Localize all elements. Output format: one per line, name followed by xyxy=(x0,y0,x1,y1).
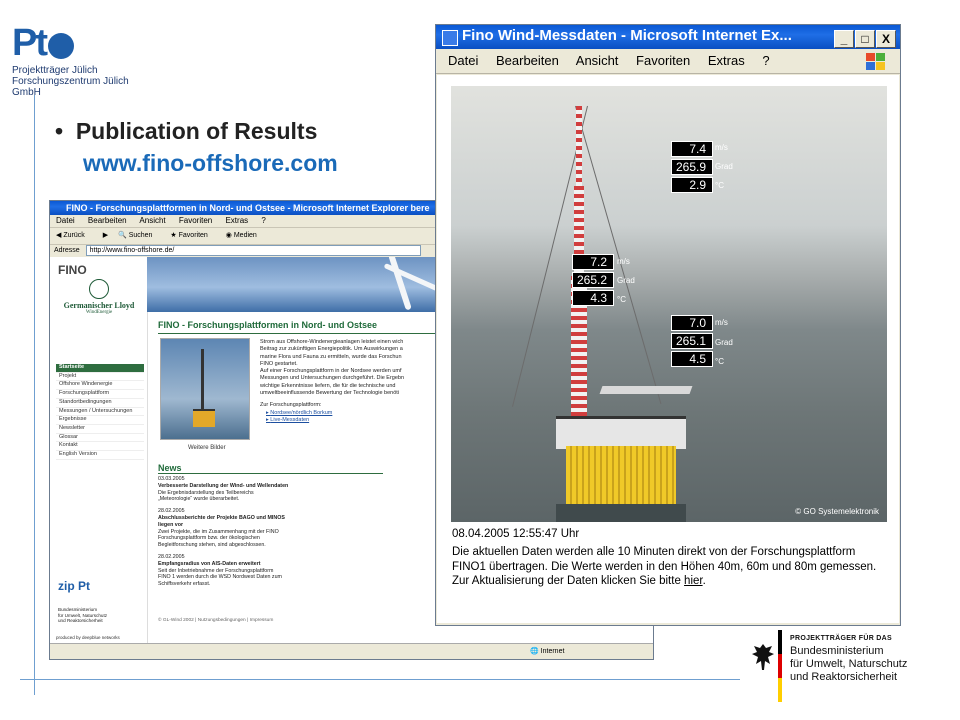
media-button[interactable]: ◉ Medien xyxy=(225,232,257,239)
dir-readout-mid: 265.2 xyxy=(572,272,614,288)
back-button[interactable]: ◀ Zurück xyxy=(56,232,85,239)
platform-photo xyxy=(451,86,887,522)
temp-readout-mid: 4.3 xyxy=(572,290,614,306)
menu-extras[interactable]: Extras xyxy=(707,53,745,68)
news-title[interactable]: Verbesserte Darstellung der Wind- und Wellendaten xyxy=(158,482,289,489)
mast-top xyxy=(576,106,582,186)
menu-datei[interactable]: Datei xyxy=(56,216,75,225)
speed-readout-low: 7.0 xyxy=(671,315,713,331)
pto-logo-line1: Projektträger Jülich xyxy=(12,65,98,76)
timestamp: 08.04.2005 12:55:47 Uhr xyxy=(452,528,580,540)
zip-pto-logo: zip Pt xyxy=(58,579,91,593)
menu-help[interactable]: ? xyxy=(261,216,266,225)
nav-item-english[interactable]: English Version xyxy=(56,451,144,460)
fino-logo: FINO xyxy=(58,263,87,277)
nav-item-glossar[interactable]: Glossar xyxy=(56,434,144,443)
news-heading: News xyxy=(158,463,182,473)
bmu-logo xyxy=(752,630,952,710)
unit-dir: Grad xyxy=(715,338,733,347)
news-date: 28.02.2005 xyxy=(158,508,185,515)
menu-extras[interactable]: Extras xyxy=(225,216,249,225)
menu-ansicht[interactable]: Ansicht xyxy=(575,53,619,68)
unit-speed: m/s xyxy=(617,257,630,266)
content-title: FINO - Forschungsplattformen in Nord- und Ostsee xyxy=(158,320,378,330)
gl-logo: Germanischer Lloyd WindEnergie xyxy=(56,279,142,315)
site-footer[interactable]: © GL-Wind 2002 | Nutzungsbedingungen | Impressum xyxy=(158,618,274,623)
unit-dir: Grad xyxy=(617,276,635,285)
menu-favoriten[interactable]: Favoriten xyxy=(636,53,691,68)
ie-icon xyxy=(442,30,458,46)
speed-readout-top: 7.4 xyxy=(671,141,713,157)
news-title[interactable]: Empfangsradius von AIS-Daten erweitert xyxy=(158,560,261,567)
nav-item-newsletter[interactable]: Newsletter xyxy=(56,425,144,434)
german-flag-stripe xyxy=(778,630,782,702)
photo-copyright: © GO Systemelektronik xyxy=(795,507,879,516)
produced-by[interactable]: produced by deepblue networks xyxy=(56,635,120,640)
dir-readout-low: 265.1 xyxy=(671,333,713,349)
status-zone: 🌐 Internet xyxy=(530,648,565,655)
temp-readout-top: 2.9 xyxy=(671,177,713,193)
news-rule xyxy=(158,473,383,474)
window-buttons xyxy=(833,28,896,49)
favorites-button[interactable]: ★ Favoriten xyxy=(170,232,208,239)
gl-emblem-icon xyxy=(89,279,109,299)
unit-temp: °C xyxy=(715,181,724,190)
search-button[interactable]: 🔍 Suchen xyxy=(118,232,153,239)
status-bar xyxy=(50,643,653,659)
menu-favoriten[interactable]: Favoriten xyxy=(178,216,213,225)
wind-data-window xyxy=(435,24,901,626)
menu-help[interactable]: ? xyxy=(762,53,770,68)
windows-flag-icon xyxy=(866,53,886,71)
nav-item-ergebnisse[interactable]: Ergebnisse xyxy=(56,416,144,425)
nav-item-projekt[interactable]: Projekt xyxy=(56,373,144,382)
menu-datei[interactable]: Datei xyxy=(448,53,479,68)
nav-item-startseite[interactable]: Startseite xyxy=(56,364,144,373)
news-title[interactable]: Abschlussberichte der Projekte BAGO und MINOS xyxy=(158,514,285,521)
helideck xyxy=(600,386,693,394)
news-date: 03.03.2005 xyxy=(158,476,185,482)
menu-bearbeiten[interactable]: Bearbeiten xyxy=(495,53,559,68)
address-input[interactable]: http://www.fino-offshore.de/ xyxy=(86,245,421,256)
yellow-jacket xyxy=(566,446,676,506)
page-content xyxy=(437,75,899,623)
maximize-button[interactable]: □ xyxy=(855,30,875,48)
unit-temp: °C xyxy=(715,357,724,366)
temp-readout-low: 4.5 xyxy=(671,351,713,367)
description: Die aktuellen Daten werden alle 10 Minuten direkt von der Forschungsplattform FINO1 übertragen. Die Werte werden in den Höhen 40m, 60m und 80m gemessen. Zur Aktualisierung der Daten klicken Sie bitte hier. xyxy=(452,546,877,587)
link-nordsee[interactable]: ▸ Nordsee/nördlich Borkum xyxy=(266,409,333,416)
pto-logo: Pt Projektträger Jülich Forschungszentrum Jülich GmbH xyxy=(12,22,152,82)
unit-temp: °C xyxy=(617,295,626,304)
more-images-link[interactable]: Weitere Bilder xyxy=(188,445,226,451)
menu-bearbeiten[interactable]: Bearbeiten xyxy=(87,216,127,225)
menu-ansicht[interactable]: Ansicht xyxy=(139,216,166,225)
nav-item-plattform[interactable]: Forschungsplattform xyxy=(56,390,144,399)
menu-bar xyxy=(436,49,900,74)
speed-readout-mid: 7.2 xyxy=(572,254,614,270)
nav-item-kontakt[interactable]: Kontakt xyxy=(56,442,144,451)
slide-vertical-rule xyxy=(34,95,35,695)
close-button[interactable]: X xyxy=(876,30,896,48)
platform-deck xyxy=(556,416,686,449)
platform-thumbnail[interactable] xyxy=(160,338,250,440)
slide-horizontal-rule xyxy=(20,679,740,680)
minimize-button[interactable]: _ xyxy=(834,30,854,48)
dir-readout-top: 265.9 xyxy=(671,159,713,175)
link-live-messdaten[interactable]: ▸ Live-Messdaten xyxy=(266,416,310,423)
refresh-link[interactable]: hier xyxy=(684,575,703,587)
nav-item-messungen[interactable]: Messungen / Untersuchungen xyxy=(56,408,144,417)
bmu-text: PROJEKTTRÄGER FÜR DAS Bundesministerium für Umwelt, Naturschutz und Reaktorsicherheit xyxy=(790,635,908,683)
slide-url: www.fino-offshore.com xyxy=(83,150,338,176)
federal-eagle-icon xyxy=(752,642,774,672)
nav-item-standort[interactable]: Standortbedingungen xyxy=(56,399,144,408)
slide-bullet: • Publication of Results xyxy=(55,118,318,144)
pto-logo-line2: Forschungszentrum Jülich GmbH xyxy=(12,76,129,98)
site-nav xyxy=(56,364,144,460)
bmu-small-logo: Bundesministerium für Umwelt, Naturschutz und Reaktorsicherheit xyxy=(58,607,108,623)
nav-item-offshore[interactable]: Offshore Windenergie xyxy=(56,381,144,390)
window-titlebar: FINO - Forschungsplattformen in Nord- und Ostsee - Microsoft Internet Explorer bere xyxy=(50,201,653,215)
unit-dir: Grad xyxy=(715,162,733,171)
news-list: 03.03.2005 Verbesserte Darstellung der Wind- und Wellendaten Die Ergebnisdarstellung des Teilbereichs „Meteorologie“ wurde überarbeitet. 28.02.2005 Abschlussberichte der Projekte BAGO und MINOS liegen vor Zwei Projekte, die im Zusammenhang mit der FINO Forschungsplattform bzw. der ökologischen Begleitforschung stehen, sind abgeschlossen. 28.02.2005 Empfangsradius von AIS-Daten erweitert Seit der Inbetriebnahme der Forschungsplattform FINO 1 werden durch die WSD Nordwest Daten zum Schiffsverkehr erfasst. xyxy=(158,476,383,588)
unit-speed: m/s xyxy=(715,318,728,327)
window-titlebar: Fino Wind-Messdaten - Microsoft Internet Ex... _ □ X xyxy=(436,25,900,49)
unit-speed: m/s xyxy=(715,143,728,152)
intro-paragraph: Strom aus Offshore-Windenergieanlagen leistet einen wich Beitrag zur zukünftigen Energiepolitik. Um Auswirkungen a marine Flora und Fauna zu ermitteln, wurde das Forschun FINO gestartet. Auf einer Forschungsplattform in der Nordsee werden umf Messungen und Untersuchungen durchgeführt. Die Ergebn wichtige Erkenntnisse liefern, die für die technische und umweltbeeinflussende Bewertung der Technologie benöti Zur Forschungsplattform: ▸ Nordsee/nördlich Borkum ▸ Live-Messdaten xyxy=(260,339,652,424)
news-date: 28.02.2005 xyxy=(158,553,185,560)
address-label: Adresse xyxy=(54,247,80,254)
forward-icon[interactable]: ▶ xyxy=(102,232,109,239)
site-sidebar xyxy=(50,257,148,645)
